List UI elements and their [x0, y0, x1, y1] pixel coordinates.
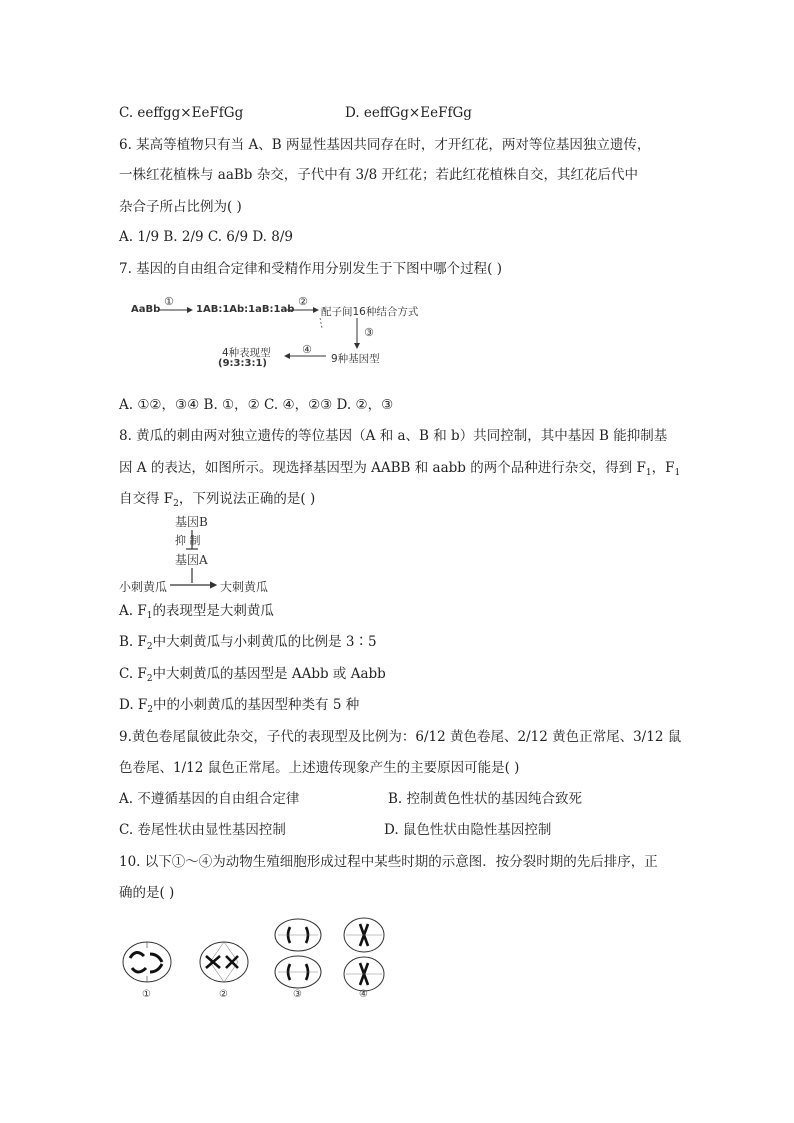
q10-stem-line1: 10. 以下①～④为动物生殖细胞形成过程中某些时期的示意图．按分裂时期的先后排序，正 — [119, 854, 658, 870]
q5-option-c: C. eeffgg×EeFfGg — [119, 105, 244, 121]
q6-stem-line3: 杂合子所占比例为( ) — [119, 199, 242, 215]
q7-ratio: (9:3:3:1) — [218, 358, 267, 369]
q8-stem-line2: 因 A 的表达，如图所示。现选择基因型为 AABB 和 aabb 的两个品种进行杂交，得到 $F_1$，$F_1$ — [119, 460, 681, 478]
q7-phenotypes: 4种表现型 — [222, 347, 271, 359]
big-spine-label: 大刺黄瓜 — [220, 580, 269, 594]
q8-option-d: D. $F_2$中的小刺黄瓜的基因型种类有 5 种 — [119, 697, 360, 715]
inhibit-label: 抑 制 — [175, 534, 201, 547]
cell-label-1: ① — [142, 989, 151, 1000]
gene-a-label: 基因A — [175, 553, 208, 567]
cell-label-4: ④ — [359, 989, 368, 1000]
q6-stem-line1: 6. 某高等植物只有当 A、B 两显性基因共同存在时，才开红花，两对等位基因独立遗传， — [119, 137, 651, 153]
cell-2-figure — [200, 942, 248, 982]
q7-genotypes: 9种基因型 — [331, 353, 380, 365]
q8-option-c: C. $F_2$中大刺黄瓜的基因型是 AAbb 或 Aabb — [119, 666, 386, 684]
cell-label-3: ③ — [293, 989, 302, 1000]
small-spine-label: 小刺黄瓜 — [119, 580, 168, 594]
q7-start-genotype: AaBb — [131, 304, 161, 315]
cell-1-figure — [123, 942, 171, 982]
q9-option-a: A. 不遵循基因的自由组合定律 — [119, 791, 300, 807]
q8-stem-line1: 8. 黄瓜的刺由两对独立遗传的等位基因（A 和 a、B 和 b）共同控制，其中基因 B 能抑制基 — [119, 428, 668, 444]
q7-stem: 7. 基因的自由组合定律和受精作用分别发生于下图中哪个过程( ) — [119, 261, 502, 277]
q7-combine: 配子间16种结合方式 — [321, 306, 419, 318]
cell-diagrams — [110, 910, 400, 1010]
q6-options: A. 1/9 B. 2/9 C. 6/9 D. 8/9 — [119, 229, 293, 245]
q9-option-c: C. 卷尾性状由显性基因控制 — [119, 822, 286, 838]
q8-option-b: B. $F_2$中大刺黄瓜与小刺黄瓜的比例是 3∶5 — [119, 634, 377, 652]
cell-4-figure — [344, 918, 384, 991]
q9-option-b: B. 控制黄色性状的基因纯合致死 — [388, 791, 583, 807]
q7-step-3: ③ — [364, 326, 374, 339]
q7-step-2: ② — [298, 295, 308, 308]
gene-b-label: 基因B — [175, 515, 208, 529]
q9-stem-line1: 9.黄色卷尾鼠彼此杂交，子代的表现型及比例为：6/12 黄色卷尾、2/12 黄色正常尾、3/12 鼠 — [119, 729, 682, 745]
q7-options: A. ①②，③④ B. ①，② C. ④，②③ D. ②，③ — [119, 397, 394, 413]
q8-stem-line3: 自交得 $F_2$，下列说法正确的是( ) — [119, 491, 316, 509]
q7-step-4: ④ — [302, 343, 312, 356]
q5-option-d: D. eeffGg×EeFfGg — [345, 105, 472, 121]
cell-label-2: ② — [219, 989, 228, 1000]
q7-step-1: ① — [164, 295, 174, 308]
q10-stem-line2: 确的是( ) — [119, 885, 175, 901]
q9-option-d: D. 鼠色性状由隐性基因控制 — [384, 822, 552, 838]
q6-stem-line2: 一株红花植株与 aaBb 杂交，子代中有 3/8 开红花；若此红花植株自交，其红花后代中 — [119, 167, 639, 183]
cell-3-figure — [275, 919, 321, 988]
q9-stem-line2: 色卷尾、1/12 鼠色正常尾。上述遗传现象产生的主要原因可能是( ) — [119, 760, 520, 776]
q8-option-a: A. $F_1$的表现型是大刺黄瓜 — [119, 603, 274, 621]
q7-gametes: 1AB:1Ab:1aB:1ab — [196, 304, 295, 315]
